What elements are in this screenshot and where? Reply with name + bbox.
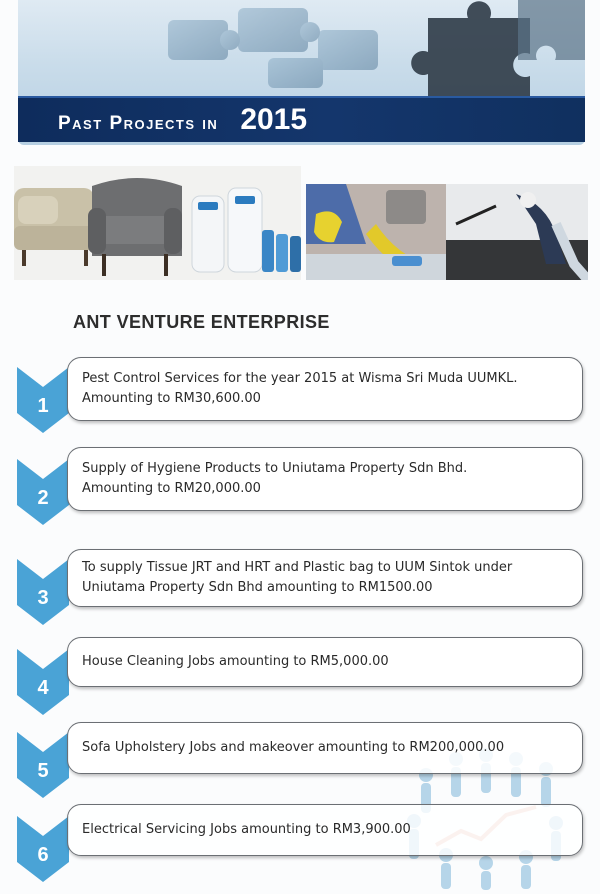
page-title-prefix: Past Projects in <box>58 113 219 134</box>
page-title-year: 2015 <box>240 103 308 136</box>
project-number: 3 <box>37 587 49 609</box>
project-description-box <box>67 549 583 607</box>
photo-strip <box>14 166 588 280</box>
project-description-box <box>67 722 583 774</box>
furniture-products-photo <box>14 166 301 280</box>
project-number: 5 <box>37 760 49 782</box>
project-description-box <box>67 804 583 856</box>
cleaning-service-photo <box>306 184 588 280</box>
project-number: 2 <box>37 487 49 509</box>
project-description-box <box>67 447 583 511</box>
cleaning-icon <box>306 184 588 280</box>
project-description-line1: To supply Tissue JRT and HRT and Plastic bag to UUM Sintok under <box>82 560 513 575</box>
project-description-line1: Sofa Upholstery Jobs and makeover amounting to RM200,000.00 <box>82 740 505 755</box>
project-description-box <box>67 357 583 421</box>
project-number: 4 <box>37 677 49 699</box>
project-description-line1: Electrical Servicing Jobs amounting to RM3,900.00 <box>82 822 411 837</box>
project-description-box <box>67 637 583 687</box>
project-description-line2: Amounting to RM30,600.00 <box>82 391 261 406</box>
project-number: 1 <box>37 395 49 417</box>
sofa-icon <box>14 166 301 280</box>
project-description-line1: Supply of Hygiene Products to Uniutama Property Sdn Bhd. <box>82 461 468 476</box>
company-name: ANT VENTURE ENTERPRISE <box>73 312 330 332</box>
project-description-line1: Pest Control Services for the year 2015 at Wisma Sri Muda UUMKL. <box>82 371 518 386</box>
project-description-line2: Amounting to RM20,000.00 <box>82 481 261 496</box>
page-title <box>58 103 307 139</box>
project-description-line1: House Cleaning Jobs amounting to RM5,000.00 <box>82 654 389 669</box>
project-description-line2: Uniutama Property Sdn Bhd amounting to RM1500.00 <box>82 580 433 595</box>
project-number: 6 <box>37 844 49 866</box>
